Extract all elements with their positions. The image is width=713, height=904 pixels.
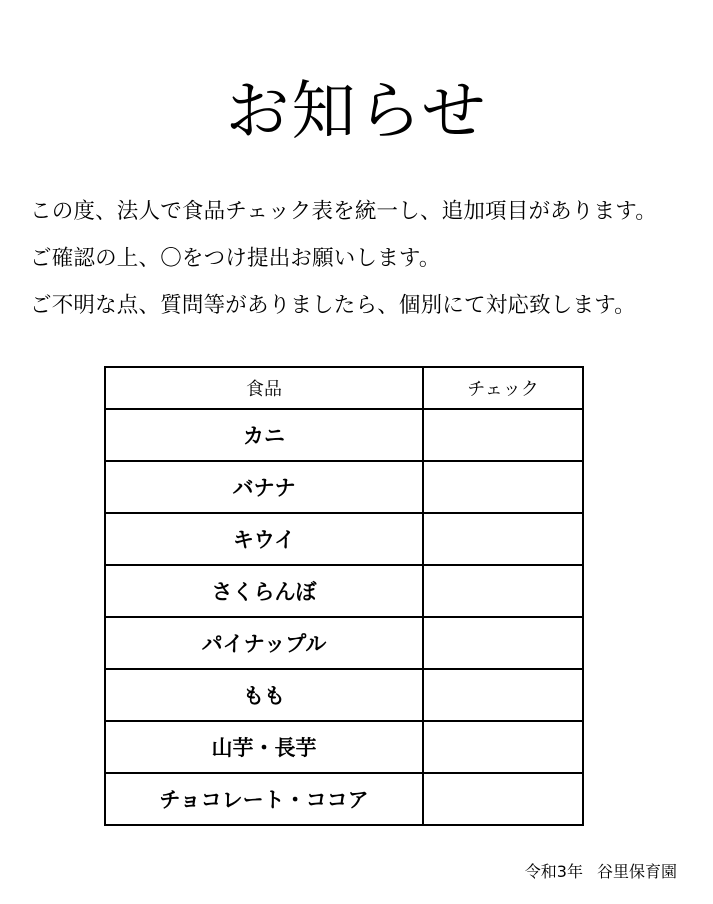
intro-line: ご確認の上、〇をつけ提出お願いします。	[30, 246, 441, 271]
check-cell[interactable]	[423, 721, 583, 773]
table-row	[105, 721, 583, 773]
food-cell: もも	[105, 669, 423, 721]
food-cell: パイナップル	[105, 617, 423, 669]
intro-line: ご不明な点、質問等がありましたら、個別にて対応致します。	[30, 293, 636, 318]
food-cell: キウイ	[105, 513, 423, 565]
table-row	[105, 565, 583, 617]
table-row	[105, 617, 583, 669]
check-cell[interactable]	[423, 565, 583, 617]
page-title: お知らせ	[225, 75, 488, 149]
check-cell[interactable]	[423, 409, 583, 461]
food-check-table	[104, 366, 584, 826]
food-cell: バナナ	[105, 461, 423, 513]
table-row	[105, 513, 583, 565]
food-cell: 山芋・長芋	[105, 721, 423, 773]
table-row	[105, 773, 583, 825]
check-cell[interactable]	[423, 513, 583, 565]
food-cell: カニ	[105, 409, 423, 461]
check-cell[interactable]	[423, 669, 583, 721]
intro-line: この度、法人で食品チェック表を統一し、追加項目があります。	[30, 199, 657, 224]
column-header-check: チェック	[423, 367, 583, 409]
footer-organization: 谷里保育園	[596, 862, 677, 881]
footer-signature	[525, 861, 677, 883]
column-header-food: 食品	[105, 367, 423, 409]
table-row	[105, 461, 583, 513]
table-row	[105, 669, 583, 721]
food-cell: チョコレート・ココア	[105, 773, 423, 825]
footer-date: 令和3年	[524, 862, 583, 881]
check-cell[interactable]	[423, 773, 583, 825]
table-header-row	[105, 367, 583, 409]
intro-text	[30, 198, 713, 339]
check-cell[interactable]	[423, 461, 583, 513]
food-cell: さくらんぼ	[105, 565, 423, 617]
check-cell[interactable]	[423, 617, 583, 669]
table-row	[105, 409, 583, 461]
